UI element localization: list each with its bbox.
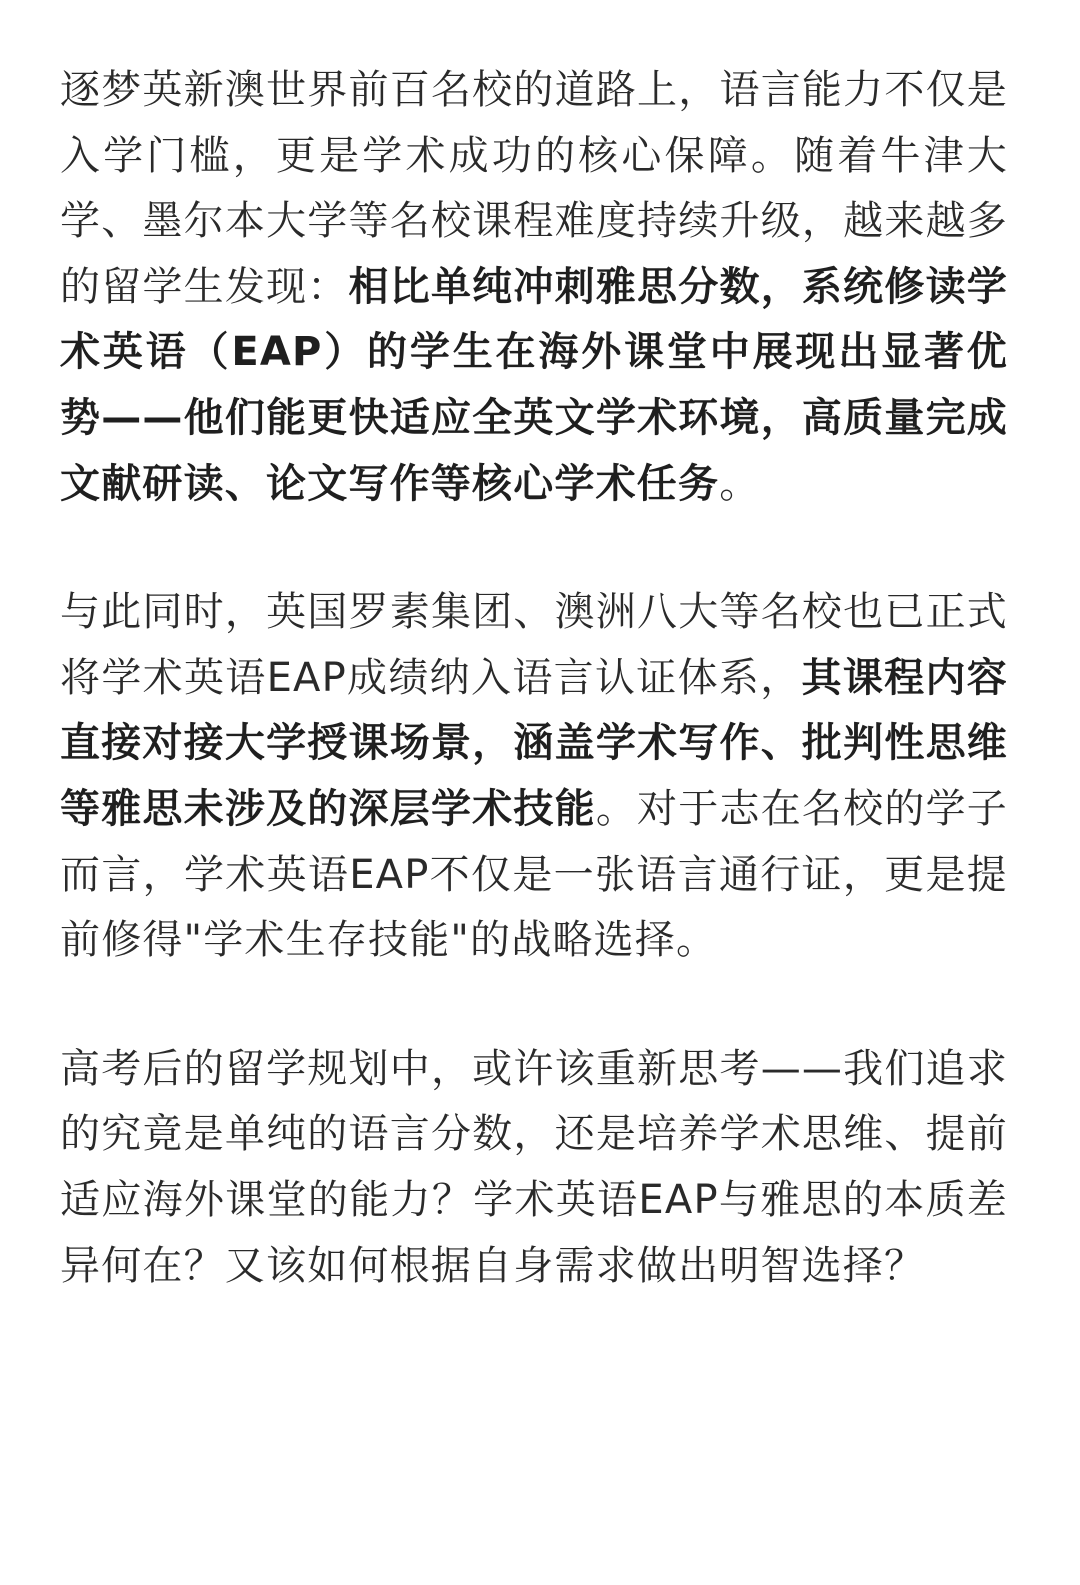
paragraph-recognition [60, 580, 1008, 974]
paragraph-intro [60, 58, 1008, 517]
text-segment: 。对于志在名校的学子而言，学术英语EAP不仅是一张语言通行证，更是提前修得"学术生存技能"的战略选择。 [60, 785, 1009, 964]
text-segment: 与此同时，英国罗素集团、澳洲八大等名校也已正式将学术英语EAP成绩纳入语言认证体系， [60, 589, 1008, 701]
article-body [60, 58, 1008, 1299]
text-segment: 高考后的留学规划中，或许该重新思考——我们追求的究竟是单纯的语言分数，还是培养学术思维、提前适应海外课堂的能力？学术英语EAP与雅思的本质差异何在？又该如何根据自身需求做出明智选择？ [60, 1045, 1008, 1289]
bold-text-segment: 其课程内容直接对接大学授课场景，涵盖学术写作、批判性思维等雅思未涉及的深层学术技能 [60, 654, 1008, 832]
paragraph-question [60, 1037, 1008, 1299]
bold-text-segment: 相比单纯冲刺雅思分数，系统修读学术英语（EAP）的学生在海外课堂中展现出显著优势——他们能更快适应全英文学术环境，高质量完成文献研读、论文写作等核心学术任务 [60, 263, 1008, 507]
text-segment: 。 [719, 460, 761, 507]
text-segment: 逐梦英新澳世界前百名校的道路上，语言能力不仅是入学门槛，更是学术成功的核心保障。随着牛津大学、墨尔本大学等名校课程难度持续升级，越来越多的留学生发现： [60, 67, 1008, 310]
